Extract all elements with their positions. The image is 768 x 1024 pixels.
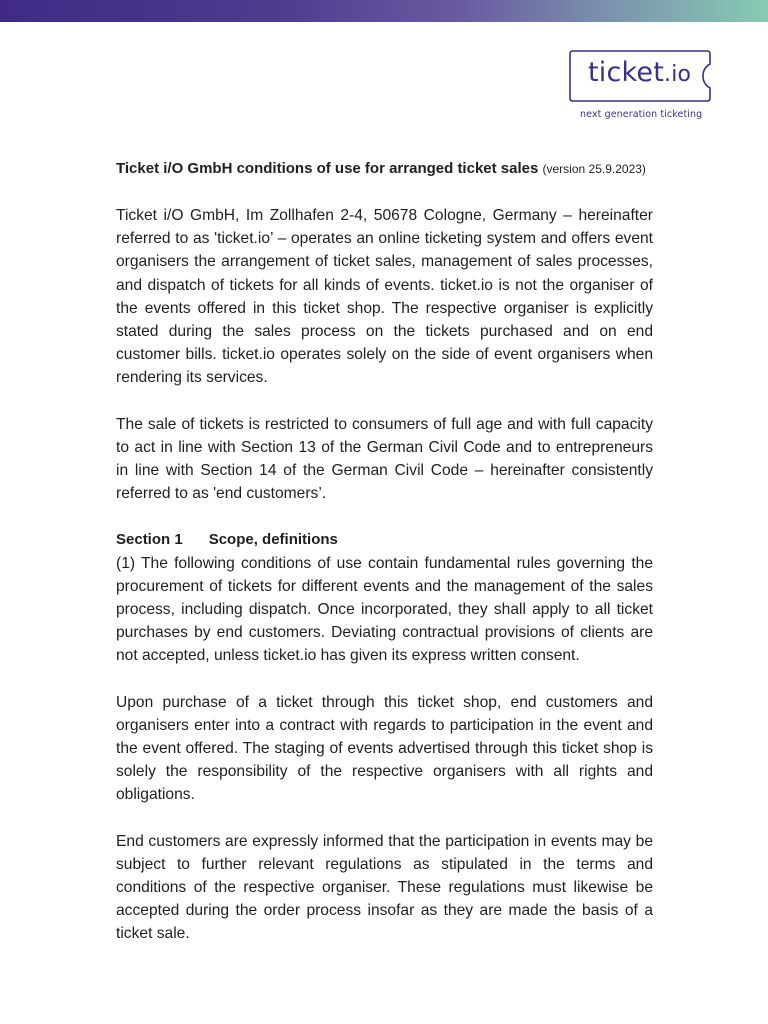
- intro-paragraph-1: Ticket i/O GmbH, Im Zollhafen 2-4, 50678 Cologne, Germany – hereinafter referred to as 'ticket.io’ – operates an online ticketing system and offers event organisers the arrangement of ticket sales, management of sales processes, and dispatch of tickets for all kinds of events. ticket.io is not the organiser of the events offered in this ticket shop. The respective organiser is explicitly stated during the sales process on the tickets purchased and on end customer bills. ticket.io operates solely on the side of event organisers when rendering its services.: [116, 207, 653, 387]
- document-title-text: Ticket i/O GmbH conditions of use for arranged ticket sales: [116, 160, 539, 177]
- section-name: Scope, definitions: [208, 531, 338, 549]
- document-title: [116, 157, 653, 181]
- logo-tagline: next generation ticketing: [580, 109, 703, 120]
- logo-wordmark: [588, 56, 691, 92]
- section-heading: [116, 528, 653, 551]
- header-gradient-band: [0, 0, 768, 22]
- intro-paragraph-2: The sale of tickets is restricted to consumers of full age and with full capacity to act in line with Section 13 of the German Civil Code and to entrepreneurs in line with Section 14 of the German Civil Code – hereinafter consistently referred to as 'end customers’.: [116, 415, 653, 503]
- section-paragraph-1: (1) The following conditions of use contain fundamental rules governing the procurement of tickets for different events and the management of the sales process, including dispatch. Once incorporated, they shall apply to all ticket purchases by end customers. Deviating contractual provisions of clients are not accepted, unless ticket.io has given its express written consent.: [116, 554, 653, 665]
- section-paragraph-2: Upon purchase of a ticket through this ticket shop, end customers and organisers enter into a contract with regards to participation in the event and the event offered. The staging of events advertised through this ticket shop is solely the responsibility of the respective organisers with all rights and obligations.: [116, 693, 653, 804]
- logo-ext-text: .io: [664, 62, 692, 87]
- logo-main-text: ticket: [588, 57, 665, 88]
- section-number: Section 1: [116, 531, 183, 549]
- ticket-io-logo: [566, 48, 716, 124]
- document-body: [116, 157, 653, 946]
- document-version: (version 25.9.2023): [542, 162, 646, 176]
- section-paragraph-3: End customers are expressly informed that the participation in events may be subject to further relevant regulations as stipulated in the terms and conditions of the respective organiser. These regulations must likewise be accepted during the order process insofar as they are made the basis of a ticket sale.: [116, 832, 653, 943]
